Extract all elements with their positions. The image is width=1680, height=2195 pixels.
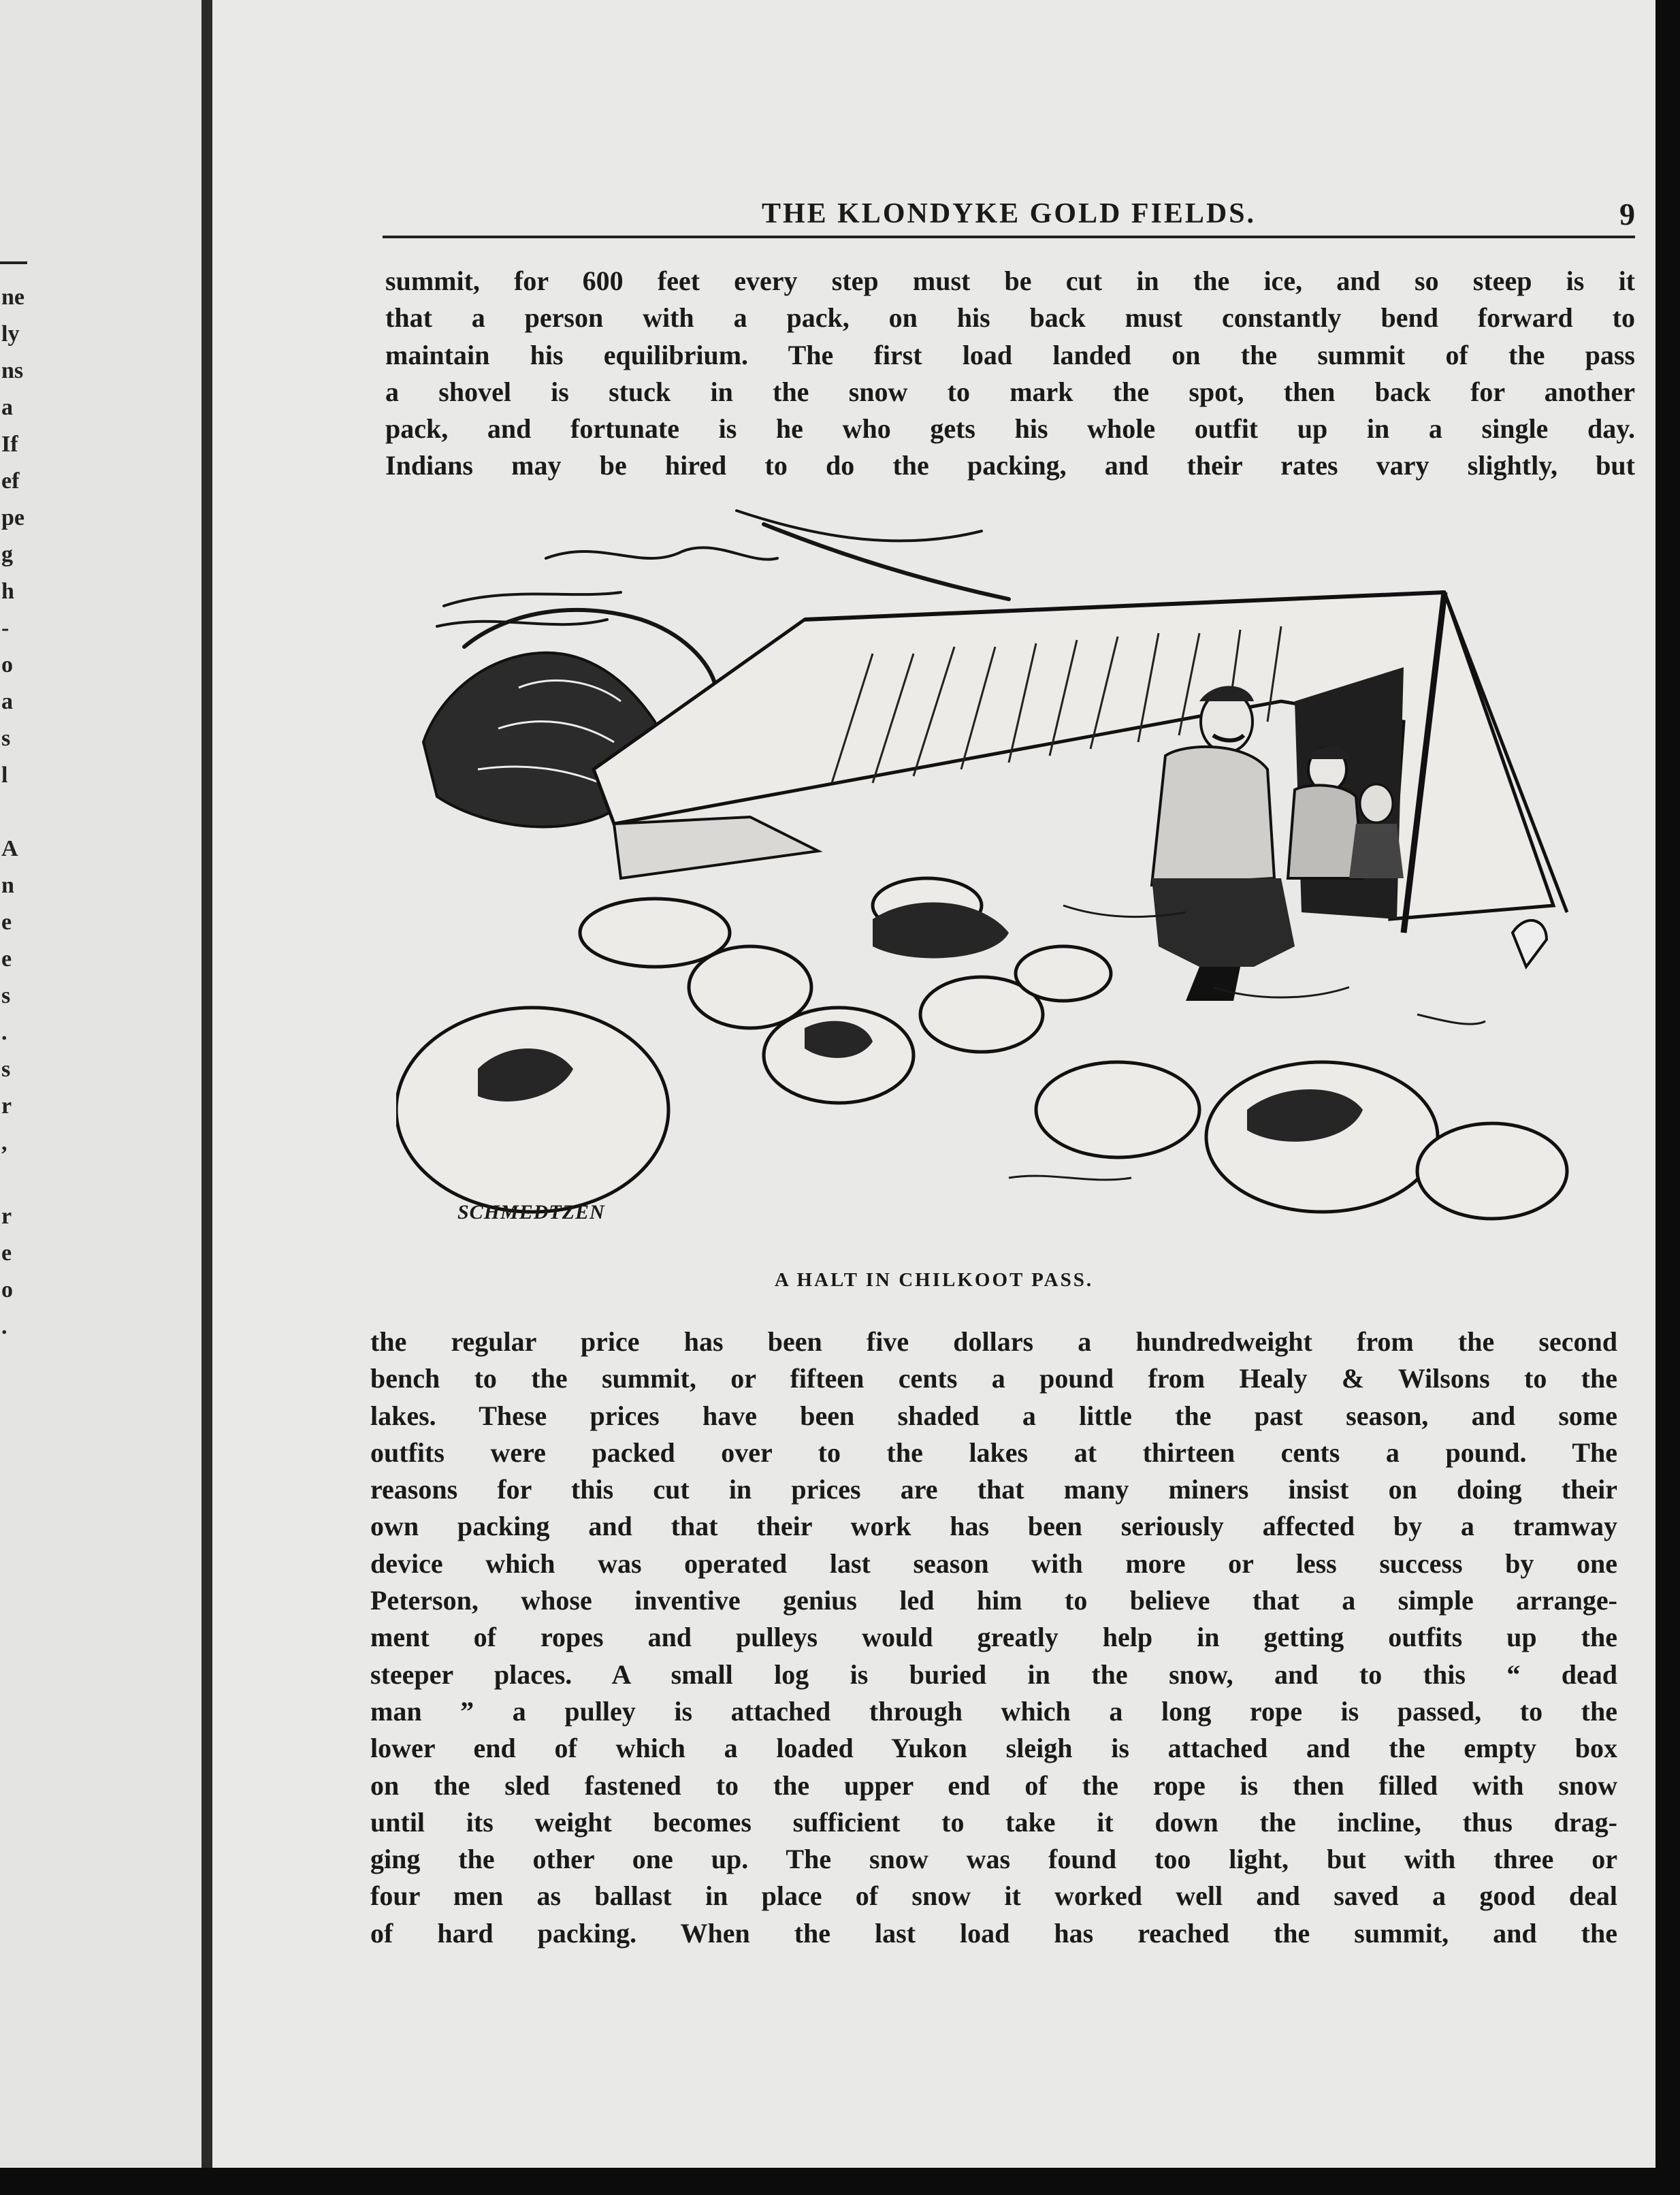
facing-page-rule — [0, 261, 27, 264]
facing-page-text-fragment: s — [1, 1057, 11, 1082]
scan-border-right — [1655, 0, 1680, 2195]
facing-page-text-fragment: s — [1, 726, 11, 751]
scan-border-bottom — [0, 2168, 1680, 2195]
facing-page-text-fragment: ns — [1, 358, 24, 383]
facing-page-text-fragment: a — [1, 395, 13, 420]
facing-page-text-fragment: s — [1, 983, 11, 1008]
text-line: reasons for this cut in prices are that many miners insist on doing their — [370, 1474, 1617, 1505]
book-page — [212, 0, 1655, 2168]
facing-page-text-fragment: a — [1, 689, 13, 714]
facing-page-text-fragment: l — [1, 763, 8, 788]
text-line: outfits were packed over to the lakes at thirteen cents a pound. The — [370, 1437, 1617, 1468]
text-line: until its weight becomes sufficient to take it down the incline, thus drag- — [370, 1806, 1617, 1838]
text-line: Peterson, whose inventive genius led him to believe that a simple arrange- — [370, 1585, 1617, 1616]
facing-page-text-fragment: e — [1, 1240, 12, 1266]
facing-page-text-fragment: r — [1, 1204, 12, 1229]
facing-page-text-fragment: ly — [1, 321, 20, 347]
text-line: lower end of which a loaded Yukon sleigh is attached and the empty box — [370, 1733, 1617, 1764]
text-line: pack, and fortunate is he who gets his whole outfit up in a single day. — [385, 413, 1635, 445]
book-gutter — [201, 0, 212, 2168]
facing-page-fragment — [0, 0, 201, 2168]
facing-page-text-fragment: g — [1, 542, 13, 567]
text-line: summit, for 600 feet every step must be cut in the ice, and so steep is it — [385, 266, 1635, 296]
facing-page-text-fragment: . — [1, 1020, 7, 1045]
text-line: ging the other one up. The snow was found too light, but with three or — [370, 1844, 1617, 1875]
facing-page-text-fragment: h — [1, 579, 14, 604]
paragraph-bottom — [370, 1324, 1617, 1952]
facing-page-text-fragment: A — [1, 836, 18, 861]
text-line: steeper places. A small log is buried in the snow, and to this “ dead — [370, 1659, 1617, 1690]
facing-page-text-fragment: e — [1, 946, 12, 972]
text-line: four men as ballast in place of snow it worked well and saved a good deal — [370, 1880, 1617, 1912]
text-line: a shovel is stuck in the snow to mark the spot, then back for another — [385, 376, 1635, 407]
illustration-signature: SCHMEDTZEN — [457, 1201, 605, 1223]
facing-page-text-fragment: r — [1, 1093, 12, 1119]
paragraph-top — [385, 263, 1635, 485]
facing-page-text-fragment: - — [1, 615, 10, 641]
text-line: man ” a pulley is attached through which a long rope is passed, to the — [370, 1695, 1617, 1727]
facing-page-text-fragment: pe — [1, 505, 25, 530]
page-number: 9 — [1619, 197, 1635, 231]
text-line: maintain his equilibrium. The first load landed on the summit of the pass — [385, 339, 1635, 370]
facing-page-text-fragment: If — [1, 432, 18, 457]
facing-page-text-fragment: , — [1, 1130, 7, 1155]
text-line: that a person with a pack, on his back must constantly bend forward to — [385, 302, 1635, 334]
text-line: Indians may be hired to do the packing, and their rates vary slightly, but — [385, 450, 1635, 481]
text-line: of hard packing. When the last load has reached the summit, and the — [370, 1917, 1617, 1949]
facing-page-text-fragment: e — [1, 910, 12, 935]
text-line: device which was operated last season with more or less success by one — [370, 1548, 1617, 1579]
text-line: lakes. These prices have been shaded a little the past season, and some — [370, 1400, 1617, 1431]
text-line: own packing and that their work has been seriously affected by a tramway — [370, 1511, 1617, 1542]
running-title: THE KLONDYKE GOLD FIELDS. — [761, 198, 1257, 229]
facing-page-text-fragment: o — [1, 652, 13, 677]
text-line: ment of ropes and pulleys would greatly help in getting outfits up the — [370, 1622, 1617, 1653]
facing-page-text-fragment: n — [1, 873, 14, 898]
text-line: the regular price has been five dollars a hundredweight from the second — [370, 1326, 1617, 1357]
text-line: bench to the summit, or fifteen cents a pound from Healy & Wilsons to the — [370, 1363, 1617, 1394]
running-head — [383, 195, 1635, 238]
facing-page-text-fragment: o — [1, 1277, 13, 1302]
facing-page-text-fragment: ef — [1, 468, 20, 494]
facing-page-text-fragment: ne — [1, 285, 25, 310]
tent-camp-illustration — [396, 497, 1608, 1266]
text-line: on the sled fastened to the upper end of the rope is then filled with snow — [370, 1769, 1617, 1801]
facing-page-text-fragment: . — [1, 1314, 7, 1339]
illustration-caption: A HALT IN CHILKOOT PASS. — [774, 1269, 1094, 1291]
